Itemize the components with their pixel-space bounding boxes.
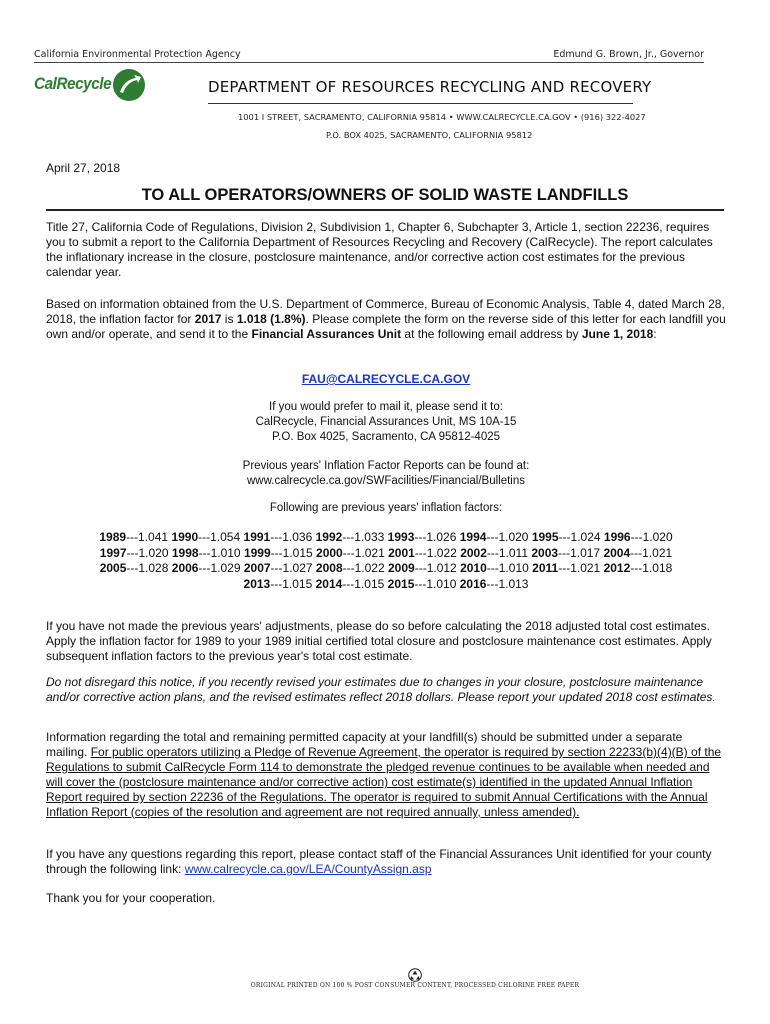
calrecycle-logo (34, 68, 144, 104)
factor-row (46, 530, 726, 546)
factor-year: 1998 (171, 545, 199, 560)
factor-year: 2012 (603, 561, 631, 575)
factor-year: 1989 (99, 530, 127, 544)
logo-text: CalRecycle (34, 74, 112, 93)
factor-row (46, 561, 726, 577)
factor-value: ---1.026 (414, 530, 457, 544)
factor-year: 2008 (315, 561, 343, 575)
inflation-factors-list (46, 530, 726, 592)
factor-value: 1.018 (1.8%) (236, 312, 306, 326)
deadline-date: June 1, 2018 (581, 327, 654, 341)
factor-value: ---1.020 (126, 545, 169, 560)
previous-reports-block (46, 459, 726, 489)
factor-year: 1996 (603, 530, 631, 544)
letter-date: April 27, 2018 (46, 161, 121, 175)
footer-paper-note: ORIGINAL PRINTED ON 100 % POST CONSUMER CONTENT, PROCESSED CHLORINE FREE PAPER (250, 982, 580, 989)
county-assign-link[interactable]: www.calrecycle.ca.gov/LEA/CountyAssign.asp (184, 862, 432, 876)
paragraph-adjustments: If you have not made the previous years' adjustments, please do so before calculating the 2018 adjusted total cost estimates. Apply the inflation factor for 1989 to your 1989 initial certified total closure and postclosure maintenance cost estimates. Apply subsequent inflation factors to the previous year's total cost estimate. (46, 619, 712, 663)
footer (230, 968, 600, 989)
factor-value: ---1.018 (630, 561, 673, 575)
factor-year: 2017 (194, 312, 222, 326)
factor-year: 2013 (243, 576, 271, 591)
address-line-1: 1001 I STREET, SACRAMENTO, CALIFORNIA 95814 • WWW.CALRECYCLE.CA.GOV • (916) 322-4027 (238, 112, 646, 122)
factor-year: 1992 (315, 530, 343, 544)
factor-year: 1991 (243, 530, 271, 544)
factor-value: ---1.017 (558, 545, 601, 560)
factor-value: ---1.021 (558, 561, 601, 575)
factor-year: 2015 (387, 576, 415, 591)
factor-year: 2007 (243, 561, 271, 575)
factor-value: ---1.010 (414, 576, 457, 591)
factor-value: ---1.010 (486, 561, 529, 575)
paragraph-notice: Do not disregard this notice, if you recently revised your estimates due to changes in your closure, postclosure maintenance and/or corrective action plans, and the revised estimates reflect 2018 dollars. Please report your updated 2018 cost estimates. (46, 675, 716, 704)
mail-intro: If you would prefer to mail it, please send it to: (269, 401, 503, 413)
pledge-requirement-text: For public operators utilizing a Pledge of Revenue Agreement, the operator is required by section 22233(b)(4)(B) of the Regulations to submit CalRecycle Form 114 to demonstrate the pledged revenue continues to be available when needed and will cover the (postclosure maintenance and/or corrective action) cost estimate(s) identified in the updated Annual Inflation Report required by section 22236 of the Regulations. The operator is required to submit Annual Certifications with the Annual Inflation Report (copies of the resolution and agreement are not required annually, unless amended). (46, 745, 722, 819)
factor-year: 1999 (243, 545, 271, 560)
factor-value: ---1.021 (630, 545, 673, 560)
factor-year: 2001 (388, 545, 415, 560)
factor-row (46, 546, 726, 562)
paragraph-questions: If you have any questions regarding this report, please contact staff of the Financial Assurances Unit identified for your county through the following link: www.calrecycle.ca.gov/LEA/CountyAssign.asp (46, 847, 712, 876)
factor-year: 2006 (171, 561, 199, 575)
factor-value: ---1.012 (414, 561, 457, 575)
factor-year: 2011 (532, 561, 559, 575)
department-divider (208, 103, 633, 104)
factor-value: ---1.022 (414, 545, 457, 560)
governor-name: Edmund G. Brown, Jr., Governor (553, 49, 704, 60)
department-title: DEPARTMENT OF RESOURCES RECYCLING AND RECOVERY (208, 78, 652, 96)
factor-year: 2005 (99, 561, 127, 575)
letterhead-top-bar (34, 49, 704, 63)
letter-headline: TO ALL OPERATORS/OWNERS OF SOLID WASTE LANDFILLS (46, 186, 724, 211)
factor-year: 1995 (531, 530, 559, 544)
previous-reports-text: Previous years' Inflation Factor Reports can be found at: (242, 460, 530, 472)
paragraph-capacity: Information regarding the total and remaining permitted capacity at your landfill(s) should be submitted under a separate mailing. For public operators utilizing a Pledge of Revenue Agreement, the operator is required by section 22233(b)(4)(B) of the Regulations to submit CalRecycle Form 114 to demonstrate the pledged revenue continues to be available when needed and will cover the (postclosure maintenance and/or corrective action) cost estimate(s) identified in the updated Annual Inflation Report required by section 22236 of the Regulations. The operator is required to submit Annual Certifications with the Annual Inflation Report (copies of the resolution and agreement are not required annually, unless amended). (46, 730, 722, 819)
email-link[interactable]: FAU@CALRECYCLE.CA.GOV (301, 372, 471, 386)
factor-value: ---1.028 (126, 561, 169, 575)
agency-name: California Environmental Protection Agency (34, 49, 241, 60)
factor-value: ---1.020 (486, 530, 529, 544)
previous-reports-url: www.calrecycle.ca.gov/SWFacilities/Financial/Bulletins (246, 475, 525, 487)
factors-intro: Following are previous years' inflation factors: (269, 502, 503, 514)
closing-line: Thank you for your cooperation. (46, 891, 216, 905)
paragraph-inflation-factor: Based on information obtained from the U.S. Department of Commerce, Bureau of Economic Analysis, Table 4, dated March 28, 2018, the inflation factor for 2017 is 1.018 (1.8%). Please complete the form on the reverse side of this letter for each landfill you own and/or operate, and send it to the Financial Assurances Unit at the following email address by June 1, 2018: (46, 297, 726, 341)
factor-year: 1993 (387, 530, 415, 544)
factor-value: ---1.022 (342, 561, 385, 575)
mailing-address-block (46, 400, 726, 445)
factor-value: ---1.013 (486, 576, 529, 591)
unit-name: Financial Assurances Unit (251, 327, 402, 341)
recycle-arrow-logo-icon (112, 68, 146, 102)
factor-value: ---1.024 (558, 530, 601, 544)
factor-year: 1990 (171, 530, 199, 544)
factor-year: 2002 (460, 545, 487, 560)
mail-line-1: CalRecycle, Financial Assurances Unit, MS 10A-15 (255, 416, 517, 428)
factor-year: 2003 (531, 545, 559, 560)
factor-value: ---1.020 (630, 530, 673, 544)
factor-year: 2009 (388, 561, 415, 575)
factor-value: ---1.011 (486, 545, 529, 560)
factor-value: ---1.029 (198, 561, 241, 575)
factor-value: ---1.027 (270, 561, 313, 575)
paragraph-regulation: Title 27, California Code of Regulations, Division 2, Subdivision 1, Chapter 6, Subchapter 3, Article 1, section 22236, requires you to submit a report to the California Department of Resources Recycling and Recovery (CalRecycle). The report calculates the inflationary increase in the closure, postclosure maintenance, and/or corrective action cost estimates for the previous calendar year. (46, 220, 713, 279)
factor-value: ---1.015 (270, 576, 313, 591)
address-line-2: P.O. BOX 4025, SACRAMENTO, CALIFORNIA 95812 (326, 130, 533, 140)
factor-value: ---1.021 (342, 545, 385, 560)
factor-year: 1994 (459, 530, 487, 544)
recycle-icon (408, 968, 422, 982)
factor-year: 2014 (315, 576, 343, 591)
factor-year: 2004 (603, 545, 631, 560)
mail-line-2: P.O. Box 4025, Sacramento, CA 95812-4025 (271, 431, 501, 443)
factor-value: ---1.015 (342, 576, 385, 591)
factor-value: ---1.033 (342, 530, 385, 544)
factor-year: 2010 (460, 561, 487, 575)
factor-value: ---1.054 (198, 530, 241, 544)
factor-year: 2000 (316, 545, 343, 560)
factor-value: ---1.015 (270, 545, 313, 560)
factor-row (46, 577, 726, 593)
factor-value: ---1.010 (198, 545, 241, 560)
factor-value: ---1.041 (126, 530, 169, 544)
factor-year: 1997 (99, 545, 127, 560)
factor-year: 2016 (459, 576, 487, 591)
factor-value: ---1.036 (270, 530, 313, 544)
